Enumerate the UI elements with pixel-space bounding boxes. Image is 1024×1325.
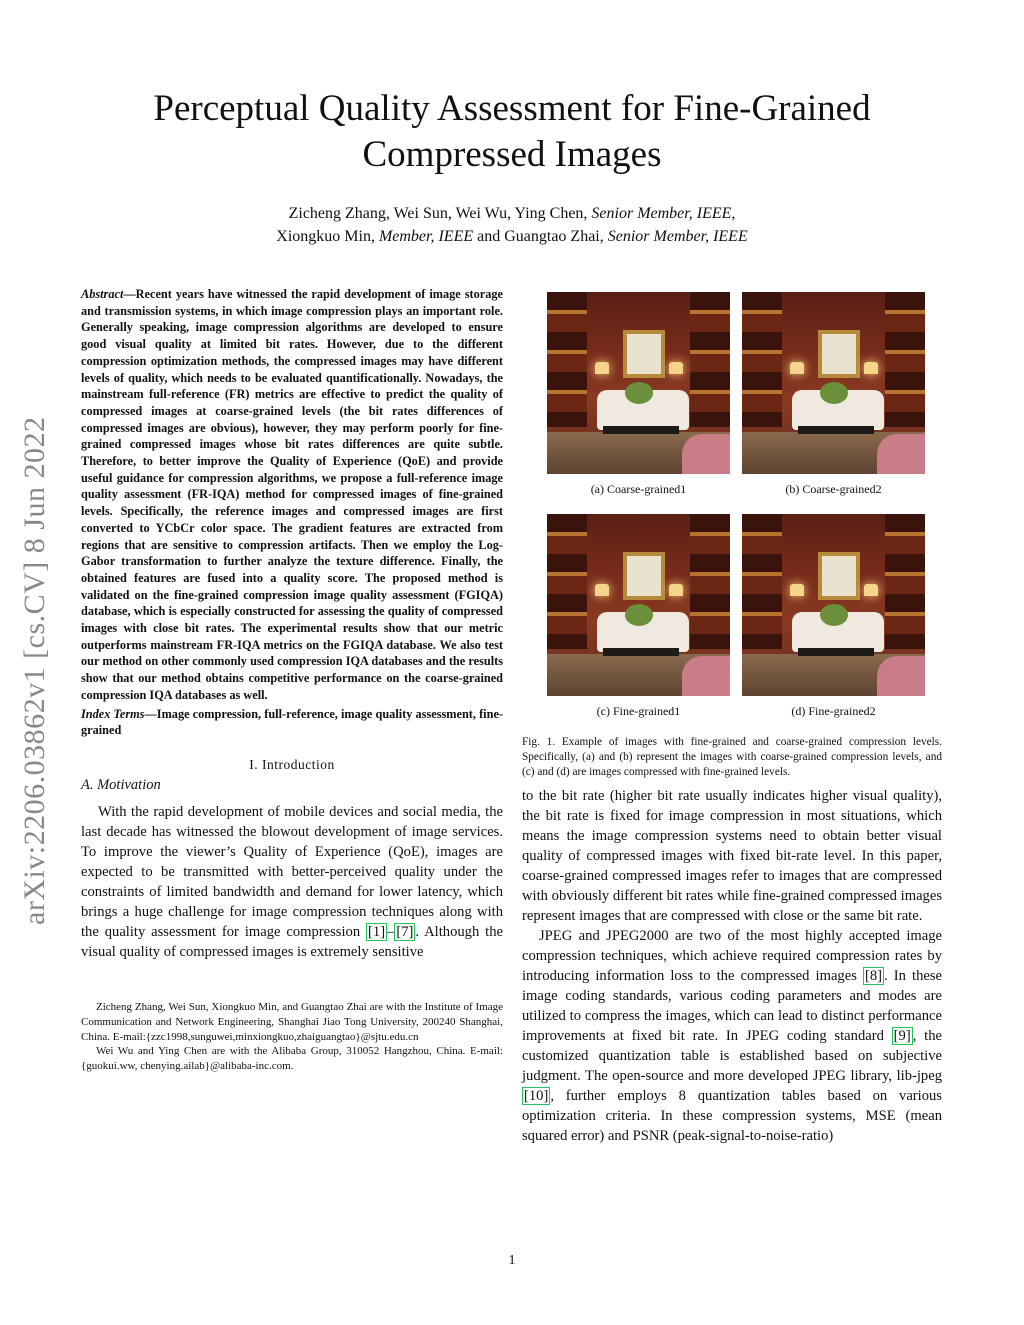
subcaption-d: (d) Fine-grained2	[791, 704, 876, 718]
author-line-2	[60, 225, 964, 248]
index-terms	[81, 706, 503, 739]
figure-image-c	[547, 514, 730, 696]
affiliation-footnote	[81, 1000, 503, 1074]
subcaption-a: (a) Coarse-grained1	[590, 482, 687, 496]
authors-names-1: Zicheng Zhang, Wei Sun, Wei Wu, Ying Chen,	[288, 205, 592, 222]
figure-image-a	[547, 292, 730, 474]
citation-link[interactable]: [10]	[524, 1088, 549, 1104]
right-text-a: JPEG and JPEG2000 are two of the most highly accepted image compression techniques, which achieve required compression rates by introducing information loss to the compressed images	[522, 928, 942, 984]
citation-link[interactable]: [8]	[864, 968, 883, 984]
paper-title: Perceptual Quality Assessment for Fine-Grained Compressed Images	[153, 88, 871, 175]
intro-paragraph-1	[81, 802, 503, 962]
subsection-heading-motivation: A. Motivation	[81, 776, 161, 793]
right-text-b: . In these image coding standards, various coding parameters and modes are utilized to compress the images, which can lead to distinct performance improvements at fixed bit rate. In JPEG coding standard	[522, 968, 942, 1044]
author-list	[60, 202, 964, 248]
authors-names-2b: and Guangtao Zhai,	[473, 228, 608, 245]
figure-1-grid	[522, 290, 942, 725]
citation-link[interactable]: [9]	[893, 1028, 911, 1044]
citation-link[interactable]: [1]	[368, 923, 386, 940]
right-text-d: , further employs 8 quantization tables based on various optimization criteria. In these compression systems, MSE (mean squared error) and PSNR (peak-signal-to-noise-ratio)	[522, 1088, 942, 1144]
left-column	[81, 286, 503, 1074]
figure-image-b	[742, 292, 925, 474]
subcaption-b: (b) Coarse-grained2	[785, 482, 882, 496]
right-paragraph-1: to the bit rate (higher bit rate usually indicates higher visual quality), the bit rate is fixed for image compression in most situations, which means the image compression systems need to obtain better visual quality of compressed images with fixed bit-rate level. In this paper, coarse-grained compressed images refer to images that are compressed with obviously different bit rates while fine-grained compressed images represent images that are compressed with close or the same bit rate.	[522, 788, 942, 924]
abstract-label: Abstract	[81, 287, 124, 301]
index-terms-label: Index Terms	[81, 706, 145, 721]
intro-text-b: . Although the visual quality of compressed images is extremely sensitive	[81, 923, 504, 960]
index-terms-text: —Image compression, full-reference, image quality assessment, fine-grained	[81, 706, 503, 738]
page-number: 1	[508, 1253, 516, 1268]
right-column	[522, 290, 942, 1146]
abstract	[81, 286, 503, 704]
authors-names-2a: Xiongkuo Min,	[276, 228, 379, 245]
figure-image-d	[742, 514, 925, 696]
abstract-text: —Recent years have witnessed the rapid development of image storage and transmission systems, in which image compression plays an important role. Generally speaking, image compression algorithms are developed to ensure good visual quality at limited bit rates. However, due to the different compression optimization methods, the compressed images may have different levels of quality, which needs to be evaluated quantificationally. Nowadays, the mainstream full-reference (FR) metrics are effective to predict the quality of compressed images at coarse-grained levels (the bit rates differences of compressed images are obvious), however, they may perform poorly for fine-grained compressed images whose bit rates differences are quite subtle. Therefore, to better improve the Quality of Experience (QoE) and provide useful guidance for compression algorithms, we propose a full-reference image quality assessment (FR-IQA) method for compressed images of fine-grained levels. Specifically, the reference images and compressed images are first converted to YCbCr color space. The gradient features are extracted from regions that are sensitive to compression artifacts. Then we employ the Log-Gabor transformation to further analyze the texture difference. Finally, the obtained features are fused into a quality score. The proposed method is validated on the fine-grained compression image quality assessment (FGIQA) database, which is especially constructed for assessing the quality of compressed images with close bit rates. The experimental results show that our metric outperforms mainstream FR-IQA metrics on the FGIQA database. We also test our method on other commonly used compression IQA databases and the results show that our method obtains competitive performance on the coarse-grained compression IQA databases as well.	[81, 287, 503, 702]
citation-link[interactable]: [7]	[396, 923, 414, 940]
footnote-p1: Zicheng Zhang, Wei Sun, Xiongkuo Min, and Guangtao Zhai are with the Institute of Image Communication and Network Engineering, Shanghai Jiao Tong University, 200240 Shanghai, China. E-mail:{zzc1998,sunguwei,minxiongkuo,zhaiguangtao}@sjtu.edu.cn	[81, 1000, 503, 1043]
author-role-1: Senior Member, IEEE	[591, 205, 732, 222]
author-line-1	[60, 202, 964, 225]
right-paragraph-2	[522, 926, 942, 1146]
authors-end-1: ,	[731, 205, 736, 222]
intro-text-a: With the rapid development of mobile devices and social media, the last decade has witnessed the blowout development of image services. To improve the viewer’s Quality of Experience (QoE), images are expected to be transmitted with better-perceived quality under the constraints of limited bandwidth and demand for lower latency, which brings a huge challenge for image compression techniques along with the quality assessment for image compression	[81, 803, 503, 940]
section-heading-introduction: I. Introduction	[249, 756, 335, 772]
author-role-2b: Senior Member, IEEE	[607, 228, 748, 245]
author-role-2a: Member, IEEE	[378, 228, 474, 245]
arxiv-stamp: arXiv:2206.03862v1 [cs.CV] 8 Jun 2022	[18, 416, 51, 925]
right-text-c: , the customized quantization table is established based on subjective judgment. The open-source and more developed JPEG library, lib-jpeg	[522, 1028, 942, 1084]
figure-1-caption: Fig. 1. Example of images with fine-grained and coarse-grained compression levels. Specifically, (a) and (b) represent the images with coarse-grained compression levels, and (c) and (d) are images compressed with fine-grained levels.	[522, 736, 942, 778]
subcaption-c: (c) Fine-grained1	[596, 704, 681, 718]
citation-dash: –	[387, 923, 395, 940]
footnote-p2: Wei Wu and Ying Chen are with the Alibaba Group, 310052 Hangzhou, China. E-mail: {guokui.ww, chenying.ailab}@alibaba-inc.com.	[81, 1045, 503, 1073]
